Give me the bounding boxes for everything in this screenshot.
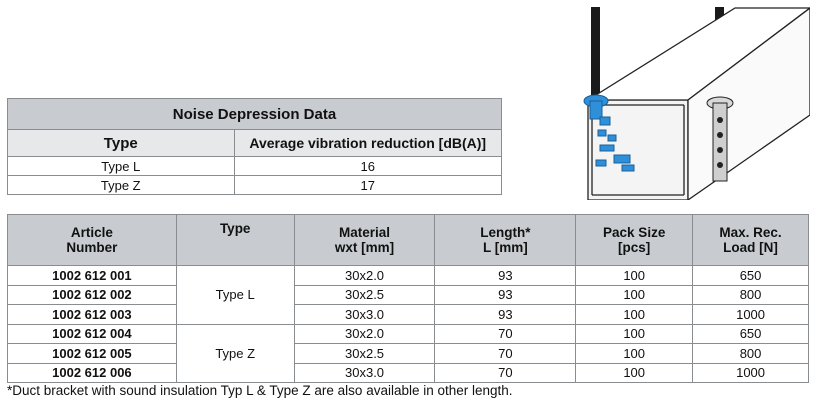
- noise-table-title-row: [8, 99, 502, 130]
- pack-size-cell: 100: [576, 324, 693, 344]
- table-row: [8, 285, 809, 305]
- material-cell: 30x3.0: [294, 305, 435, 325]
- table-row: [8, 344, 809, 364]
- header-length: [435, 215, 576, 266]
- noise-table-title: Noise Depression Data: [8, 99, 502, 130]
- table-row: [8, 157, 502, 176]
- header-length-line1: Length*: [480, 225, 531, 240]
- noise-row-type: Type L: [8, 157, 235, 176]
- threaded-rod-left: [591, 7, 600, 97]
- header-material: [294, 215, 435, 266]
- noise-table-header-row: [8, 130, 502, 157]
- header-length-line2: L [mm]: [482, 240, 528, 255]
- table-row: [8, 266, 809, 286]
- type-group-cell: Type L: [176, 266, 294, 325]
- pack-size-cell: 100: [576, 344, 693, 364]
- material-cell: 30x2.5: [294, 285, 435, 305]
- duct: [588, 8, 810, 200]
- max-load-cell: 800: [693, 285, 809, 305]
- table-row: [8, 176, 502, 195]
- article-table: [7, 214, 809, 383]
- max-load-cell: 650: [693, 266, 809, 286]
- header-max-load: [693, 215, 809, 266]
- article-table-header-row: [8, 215, 809, 266]
- length-cell: 93: [435, 285, 576, 305]
- article-number: 1002 612 002: [8, 285, 177, 305]
- noise-row-value: 17: [234, 176, 502, 195]
- noise-depression-table: [7, 98, 502, 195]
- header-load-line1: Max. Rec.: [719, 225, 782, 240]
- article-number: 1002 612 006: [8, 363, 177, 383]
- header-pack-line1: Pack Size: [603, 225, 666, 240]
- article-number: 1002 612 004: [8, 324, 177, 344]
- length-cell: 93: [435, 305, 576, 325]
- pack-size-cell: 100: [576, 285, 693, 305]
- header-load-line2: Load [N]: [723, 240, 778, 255]
- max-load-cell: 1000: [693, 363, 809, 383]
- footnote: *Duct bracket with sound insulation Typ L & Type Z are also available in other length.: [7, 383, 513, 398]
- length-cell: 70: [435, 363, 576, 383]
- header-pack-line2: [pcs]: [618, 240, 651, 255]
- max-load-cell: 800: [693, 344, 809, 364]
- max-load-cell: 650: [693, 324, 809, 344]
- length-cell: 70: [435, 344, 576, 364]
- header-material-line1: Material: [339, 225, 391, 240]
- table-row: [8, 363, 809, 383]
- article-number: 1002 612 001: [8, 266, 177, 286]
- noise-header-type: Type: [8, 130, 235, 157]
- noise-row-value: 16: [234, 157, 502, 176]
- pack-size-cell: 100: [576, 363, 693, 383]
- noise-header-reduction: Average vibration reduction [dB(A)]: [234, 130, 502, 157]
- length-cell: 93: [435, 266, 576, 286]
- header-article-line1: Article: [70, 225, 113, 240]
- header-pack-size: [576, 215, 693, 266]
- header-article-line2: Number: [66, 240, 118, 255]
- table-row: [8, 324, 809, 344]
- header-article-number: [8, 215, 177, 266]
- header-material-line2: wxt [mm]: [334, 240, 395, 255]
- pack-size-cell: 100: [576, 305, 693, 325]
- duct-bracket-illustration: [570, 5, 810, 200]
- type-group-cell: Type Z: [176, 324, 294, 383]
- pack-size-cell: 100: [576, 266, 693, 286]
- header-type: Type: [176, 215, 294, 266]
- length-cell: 70: [435, 324, 576, 344]
- noise-row-type: Type Z: [8, 176, 235, 195]
- article-number: 1002 612 003: [8, 305, 177, 325]
- material-cell: 30x2.0: [294, 324, 435, 344]
- article-number: 1002 612 005: [8, 344, 177, 364]
- table-row: [8, 305, 809, 325]
- material-cell: 30x2.0: [294, 266, 435, 286]
- material-cell: 30x2.5: [294, 344, 435, 364]
- material-cell: 30x3.0: [294, 363, 435, 383]
- max-load-cell: 1000: [693, 305, 809, 325]
